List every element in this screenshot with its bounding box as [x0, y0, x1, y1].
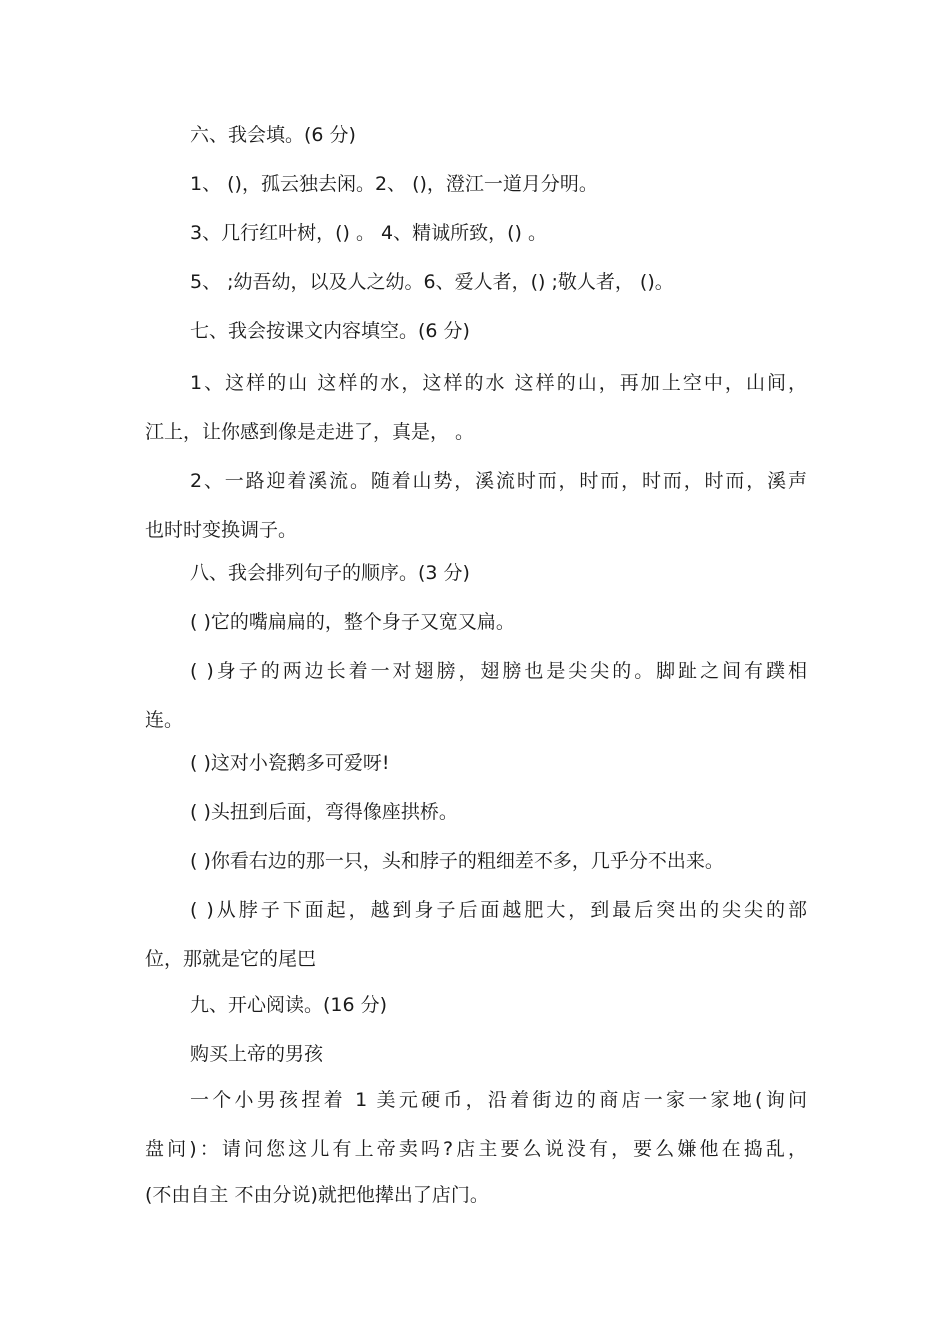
text-line: (不由自主 不由分说)就把他撵出了店门。	[145, 1184, 489, 1206]
section-heading-8: 八、我会排列句子的顺序。(3 分)	[190, 562, 470, 584]
text-line: 也时时变换调子。	[145, 519, 298, 541]
section-heading-9: 九、开心阅读。(16 分)	[190, 994, 388, 1016]
text-line: ( )你看右边的那一只，头和脖子的粗细差不多，几乎分不出来。	[190, 850, 724, 872]
text-line: ( )身子的两边长着一对翅膀，翅膀也是尖尖的。脚趾之间有蹼相	[190, 660, 807, 682]
text-line: ( )从脖子下面起，越到身子后面越肥大，到最后突出的尖尖的部	[190, 899, 807, 921]
text-line: 盘问)：请问您这儿有上帝卖吗?店主要么说没有，要么嫌他在捣乱，	[145, 1138, 807, 1160]
section-heading-7: 七、我会按课文内容填空。(6 分)	[190, 320, 470, 342]
text-line: 一个小男孩捏着 1 美元硬币，沿着街边的商店一家一家地(询问	[190, 1089, 807, 1111]
text-line: 2、一路迎着溪流。随着山势，溪流时而，时而，时而，时而，溪声	[190, 470, 807, 492]
text-line: ( )头扭到后面，弯得像座拱桥。	[190, 801, 458, 823]
text-line: 连。	[145, 709, 184, 731]
text-line: ( )它的嘴扁扁的，整个身子又宽又扁。	[190, 611, 515, 633]
text-line: 5、 ;幼吾幼，以及人之幼。6、爱人者，() ;敬人者， ()。	[190, 271, 674, 293]
section-heading-6: 六、我会填。(6 分)	[190, 124, 356, 146]
story-title: 购买上帝的男孩	[190, 1043, 324, 1065]
text-line: 1、 ()，孤云独去闲。2、 ()，澄江一道月分明。	[190, 173, 598, 195]
text-line: 江上，让你感到像是走进了，真是， 。	[145, 421, 475, 443]
text-line: 1、这样的山 这样的水，这样的水 这样的山，再加上空中，山间，	[190, 372, 807, 394]
text-line: ( )这对小瓷鹅多可爱呀!	[190, 752, 390, 774]
text-line: 3、几行红叶树，() 。 4、精诚所致，() 。	[190, 222, 547, 244]
text-line: 位，那就是它的尾巴	[145, 948, 317, 970]
